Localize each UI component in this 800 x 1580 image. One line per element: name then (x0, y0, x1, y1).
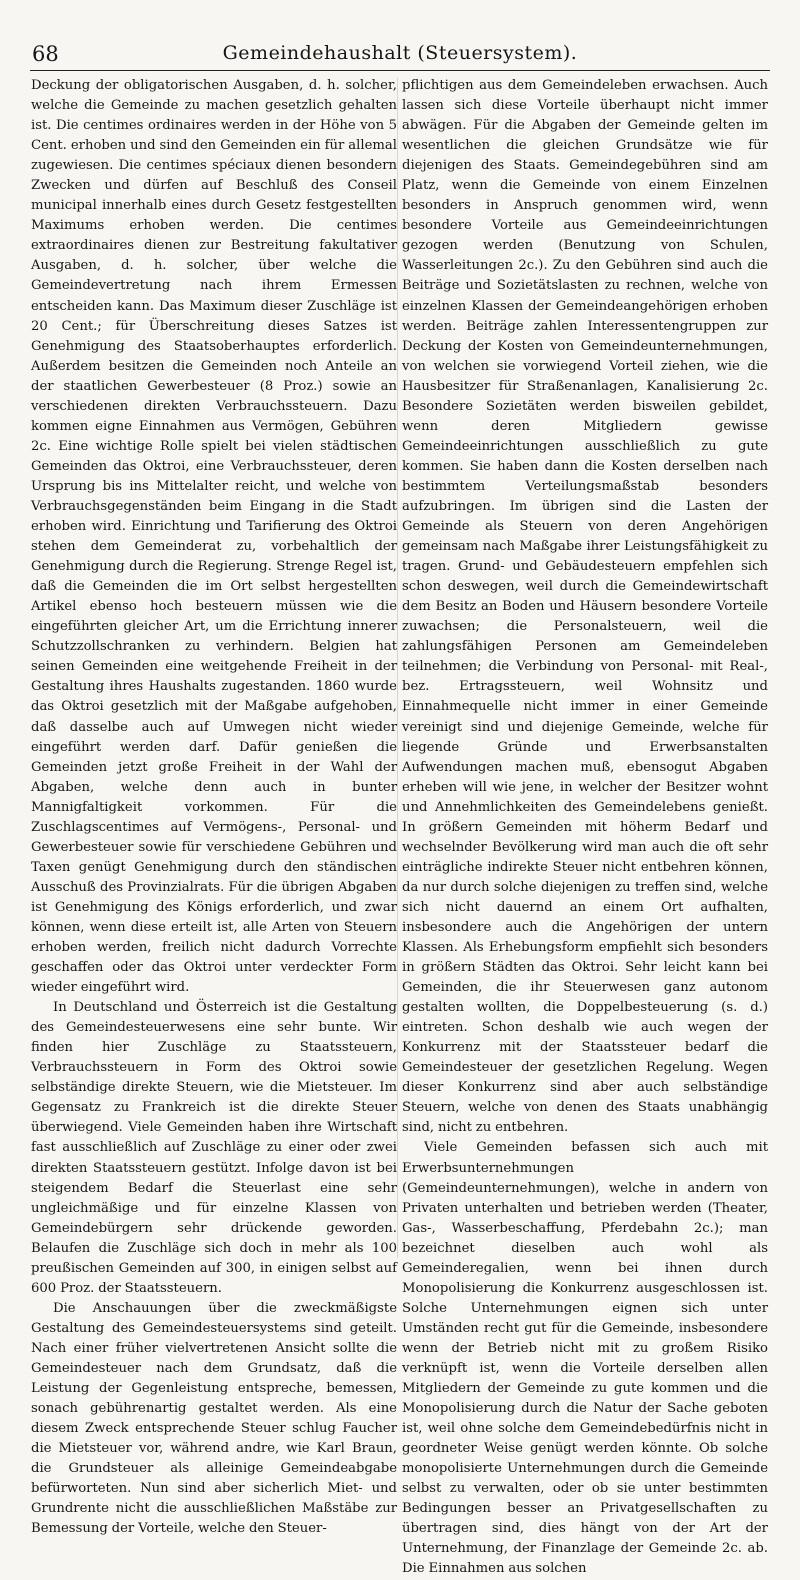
paragraph: In Deutschland und Österreich ist die Gestaltung des Gemeindesteuerwesens eine sehr bunte. Wir finden hier Zuschläge zu Staatssteuern, Verbrauchssteuern in Form des Oktroi sowie selbständige direkte Steuern, wie die Mietsteuer. Im Gegensatz zu Frankreich ist die direkte Steuer überwiegend. Viele Gemeinden haben ihre Wirtschaft fast ausschließlich auf Zuschläge zu einer oder zwei direkten Staatssteuern gestützt. Infolge davon ist bei steigendem Bedarf die Steuerlast eine sehr ungleichmäßige und für einzelne Klassen von Gemeindebürgern sehr drückende geworden. Belaufen die Zuschläge sich doch in mehr als 100 preußischen Gemeinden auf 300, in einigen selbst auf 600 Proz. der Staatssteuern. (31, 1000, 397, 1296)
column-divider (397, 78, 398, 1258)
paragraph: Deckung der obligatorischen Ausgaben, d. h. solcher, welche die Gemeinde zu machen gesetzlich gehalten ist. Die centimes ordinaires werden in der Höhe von 5 Cent. erhoben und sind den Gemeinden ein für allemal zugewiesen. Die centimes spéciaux dienen besondern Zwecken und dürfen auf Beschluß des Conseil municipal innerhalb eines durch Gesetz festgestellten Maximums erhoben werden. Die centimes extraordinaires dienen zur Bestreitung fakultativer Ausgaben, d. h. solcher, über welche die Gemeindevertretung nach ihrem Ermessen entscheiden kann. Das Maximum dieser Zuschläge ist 20 Cent.; für Überschreitung dieses Satzes ist Genehmigung des Staatsoberhauptes erforderlich. Außerdem besitzen die Gemeinden noch Anteile an der staatlichen Gewerbesteuer (8 Proz.) sowie an verschiedenen direkten Verbrauchssteuern. Dazu kommen eigne Einnahmen aus Vermögen, Gebühren 2c. Eine wichtige Rolle spielt bei vielen städtischen Gemeinden das Oktroi, eine Verbrauchssteuer, deren Ursprung bis ins Mittelalter reicht, und welche von Verbrauchsgegenständen beim Eingang in die Stadt erhoben wird. Einrichtung und Tarifierung des Oktroi stehen dem Gemeinderat zu, vorbehaltlich der Genehmigung durch die Regierung. Strenge Regel ist, daß die Gemeinden die im Ort selbst hergestellten Artikel ebenso hoch besteuern müssen wie die eingeführten gleicher Art, um die Errichtung innerer Schutzzollschranken zu verhindern. Belgien hat seinen Gemeinden eine weitgehende Freiheit in der Gestaltung ihres Haushalts zugestanden. 1860 wurde das Oktroi gesetzlich mit der Maßgabe aufgehoben, daß dasselbe auch auf Umwegen nicht wieder eingeführt werden darf. Dafür genießen die Gemeinden jetzt große Freiheit in der Wahl der Abgaben, welche denn auch in bunter Mannigfaltigkeit vorkommen. Für die Zuschlagscentimes auf Vermögens-, Personal- und Gewerbesteuer sowie für verschiedene Gebühren und Taxen genügt Genehmigung durch den ständischen Ausschuß des Provinzialrats. Für die übrigen Abgaben ist Genehmigung des Königs erforderlich, und zwar können, wenn diese erteilt ist, alle Arten von Steuern erhoben werden, freilich nicht dadurch Vorrechte geschaffen oder das Oktroi unter verdeckter Form wieder eingeführt wird. (31, 78, 397, 996)
right-column (402, 76, 768, 1580)
page-header (30, 40, 770, 71)
running-head: Gemeindehaushalt (Steuersystem). (222, 42, 578, 64)
page-number: 68 (32, 42, 59, 66)
paragraph: pflichtigen aus dem Gemeindeleben erwachsen. Auch lassen sich diese Vorteile überhaupt nicht immer abwägen. Für die Abgaben der Gemeinde gelten im wesentlichen die gleichen Grundsätze wie für diejenigen des Staats. Gemeindegebühren sind am Platz, wenn die Gemeinde von einem Einzelnen besonders in Anspruch genommen wird, wenn besondere Vorteile aus Gemeindeeinrichtungen gezogen werden (Benutzung von Schulen, Wasserleitungen 2c.). Zu den Gebühren sind auch die Beiträge und Sozietätslasten zu rechnen, welche von einzelnen Klassen der Gemeindeangehörigen erhoben werden. Beiträge zahlen Interessentengruppen zur Deckung der Kosten von Gemeindeunternehmungen, von welchen sie vorwiegend Vorteil ziehen, wie die Hausbesitzer für Straßenanlagen, Kanalisierung 2c. Besondere Sozietäten werden bisweilen gebildet, wenn deren Mitgliedern gewisse Gemeindeeinrichtungen ausschließlich zu gute kommen. Sie haben dann die Kosten derselben nach bestimmtem Verteilungsmaßstab besonders aufzubringen. Im übrigen sind die Lasten der Gemeinde als Steuern von deren Angehörigen gemeinsam nach Maßgabe ihrer Leistungsfähigkeit zu tragen. Grund- und Gebäudesteuern empfehlen sich schon deswegen, weil durch die Gemeindewirtschaft dem Besitz an Boden und Häusern besondere Vorteile zuwachsen; die Personalsteuern, weil die zahlungsfähigen Personen am Gemeindeleben teilnehmen; die Verbindung von Personal- mit Real-, bez. Ertragssteuern, weil Wohnsitz und Einnahmequelle nicht immer in einer Gemeinde vereinigt sind und diejenige Gemeinde, welche für liegende Gründe und Erwerbsanstalten Aufwendungen machen muß, ebensogut Abgaben erheben will wie jene, in welcher der Besitzer wohnt und Annehmlichkeiten des Gemeindelebens genießt. In größern Gemeinden mit höherm Bedarf und wechselnder Bevölkerung wird man auch die oft sehr einträgliche indirekte Steuer nicht entbehren können, da nur durch solche diejenigen zu treffen sind, welche sich nicht dauernd an einem Ort aufhalten, insbesondere auch die Angehörigen der untern Klassen. Als Erhebungsform empfiehlt sich besonders in größern Städten das Oktroi. Sehr leicht kann bei Gemeinden, die ihr Steuerwesen ganz autonom gestalten wollten, die Doppelbesteuerung (s. d.) eintreten. Schon deshalb wie auch wegen der Konkurrenz mit der Staatssteuer bedarf die Gemeindesteuer der gesetzlichen Regelung. Wegen dieser Konkurrenz sind aber auch selbständige Steuern, welche von denen des Staats unabhängig sind, nicht zu entbehren. (402, 78, 768, 1136)
left-column (31, 76, 397, 1539)
paragraph: Viele Gemeinden befassen sich auch mit Erwerbsunternehmungen (Gemeindeunternehmungen), welche in andern von Privaten unterhalten und betrieben werden (Theater, Gas-, Wasserbeschaffung, Pferdebahn 2c.); man bezeichnet dieselben auch wohl als Gemeinderegalien, wenn bei ihnen durch Monopolisierung die Konkurrenz ausgeschlossen ist. Solche Unternehmungen eignen sich unter Umständen recht gut für die Gemeinde, insbesondere wenn der Betrieb nicht mit zu großem Risiko verknüpft ist, wenn die Vorteile derselben allen Mitgliedern der Gemeinde zu gute kommen und die Monopolisierung durch die Natur der Sache geboten ist, weil ohne solche dem Gemeindebedürfnis nicht in geordneter Weise genügt werden könnte. Ob solche monopolisierte Unternehmungen durch die Gemeinde selbst zu verwalten, oder ob sie unter bestimmten Bedingungen besser an Privatgesellschaften zu übertragen sind, dies hängt von der Art der Unternehmung, der Finanzlage der Gemeinde 2c. ab. Die Einnahmen aus solchen (402, 1140, 768, 1577)
paragraph: Die Anschauungen über die zweckmäßigste Gestaltung des Gemeindesteuersystems sind geteilt. Nach einer früher vielvertretenen Ansicht sollte die Gemeindesteuer nach dem Grundsatz, daß die Leistung der Gegenleistung entspreche, bemessen, sonach gebührenartig gestaltet werden. Als eine diesem Zweck entsprechende Steuer schlug Faucher die Mietsteuer vor, während andre, wie Karl Braun, die Grundsteuer als alleinige Gemeindeabgabe befürworteten. Nun sind aber sicherlich Miet- und Grundrente nicht die ausschließlichen Maßstäbe zur Bemessung der Vorteile, welche den Steuer- (31, 1300, 397, 1537)
